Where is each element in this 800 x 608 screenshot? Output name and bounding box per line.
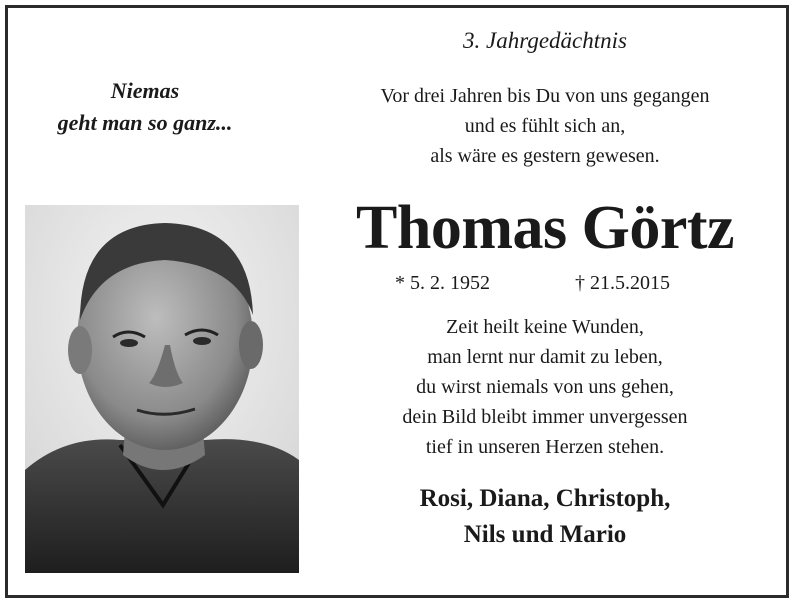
family-signature [330, 481, 760, 553]
motto-line-1: Niemas [110, 78, 180, 103]
poem [330, 312, 760, 462]
signature-line-1: Rosi, Diana, Christoph, [419, 485, 671, 512]
intro-line-2: und es fühlt sich an, [464, 115, 626, 137]
death-date: † 21.5.2015 [575, 272, 670, 294]
intro-line-1: Vor drei Jahren bis Du von uns gegangen [380, 85, 710, 107]
poem-line-3: du wirst niemals von uns gehen, [416, 376, 674, 398]
portrait-photo [25, 205, 299, 573]
signature-line-2: Nils und Mario [463, 521, 627, 548]
motto-line-2: geht man so ganz... [57, 110, 233, 135]
poem-line-4: dein Bild bleibt immer unvergessen [402, 406, 688, 428]
intro-line-3: als wäre es gestern gewesen. [430, 145, 660, 167]
poem-line-5: tief in unseren Herzen stehen. [425, 436, 665, 458]
motto [20, 75, 270, 139]
portrait-image [25, 205, 299, 573]
poem-line-1: Zeit heilt keine Wunden, [446, 316, 644, 338]
memorial-heading: 3. Jahrgedächtnis [463, 28, 627, 53]
birth-date: * 5. 2. 1952 [395, 272, 490, 294]
poem-line-2: man lernt nur damit zu leben, [427, 346, 663, 368]
deceased-name: Thomas Görtz [355, 194, 735, 262]
intro-text [330, 81, 760, 171]
